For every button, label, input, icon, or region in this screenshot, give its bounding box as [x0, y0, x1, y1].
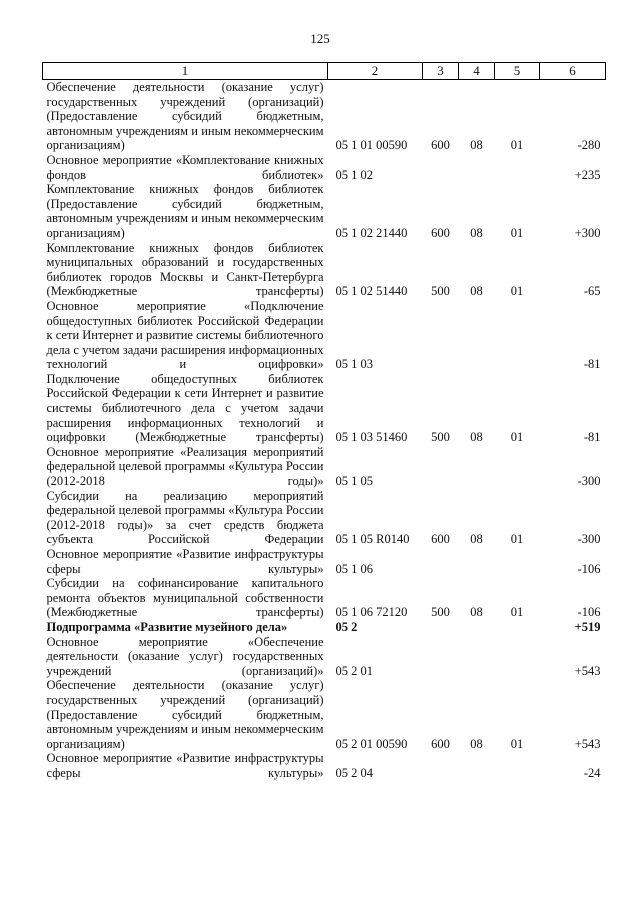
row-description: Субсидии на реализацию мероприятий федеральной целевой программы «Культура России (2012-2018 годы)» за счет средств бюджета субъекта Российской Федерации: [46, 488, 324, 547]
row-amount: -81: [583, 357, 601, 372]
row-section: [459, 635, 495, 679]
row-subsection: 01: [510, 138, 524, 153]
row-description: Основное мероприятие «Развитие инфраструктуры сферы культуры»: [46, 547, 324, 576]
row-code: 05 1 02 51440: [335, 284, 408, 299]
row-expense-type: [423, 620, 459, 635]
table-row: [43, 241, 606, 299]
row-subsection: 01: [510, 430, 524, 445]
row-code: 05 1 03 51460: [335, 430, 408, 445]
row-amount: +300: [574, 225, 601, 240]
table-header-row: [43, 63, 606, 80]
row-section: 08: [470, 225, 483, 240]
row-subsection: [495, 635, 540, 679]
row-description: Обеспечение деятельности (оказание услуг) государственных учреждений (организаций) (Предоставление субсидий бюджетным, автономным учреждениям и иным некоммерческим организациям): [46, 678, 324, 751]
row-amount: -106: [577, 605, 601, 620]
table-row: [43, 620, 606, 635]
table-row: [43, 751, 606, 780]
row-description: Основное мероприятие «Реализация мероприятий федеральной целевой программы «Культура России (2012-2018 годы)»: [46, 444, 324, 489]
table-row: [43, 547, 606, 576]
row-section: 08: [470, 605, 483, 620]
row-code: 05 1 03: [335, 357, 373, 372]
row-section: 08: [470, 138, 483, 153]
row-description: Подпрограмма «Развитие музейного дела»: [46, 619, 288, 634]
row-code: 05 1 01 00590: [335, 138, 408, 153]
row-amount: +235: [574, 167, 601, 182]
row-amount: -81: [583, 430, 601, 445]
row-description: Подключение общедоступных библиотек Российской Федерации к сети Интернет и развитие системы библиотечного дела с учетом задачи расширения информационных технологий и оцифровки (Межбюджетные трансферты): [46, 371, 324, 445]
row-amount: -300: [577, 532, 601, 547]
column-header: 4: [459, 63, 495, 80]
row-expense-type: [423, 547, 459, 576]
row-code: 05 1 02: [335, 167, 373, 182]
row-expense-type: 600: [431, 225, 450, 240]
row-code: 05 1 05: [335, 474, 373, 489]
row-description: Основное мероприятие «Развитие инфраструктуры сферы культуры»: [46, 751, 324, 780]
row-subsection: 01: [510, 605, 524, 620]
row-description: Основное мероприятие «Комплектование книжных фондов библиотек»: [46, 152, 324, 182]
row-expense-type: [423, 445, 459, 489]
table-row: [43, 372, 606, 445]
table-row: [43, 153, 606, 182]
table-row: [43, 489, 606, 547]
row-code: 05 2 01 00590: [335, 736, 408, 751]
row-amount: +543: [574, 663, 601, 678]
row-subsection: [495, 751, 540, 780]
column-header: 2: [328, 63, 423, 80]
row-code: 05 1 05 R0140: [335, 532, 410, 547]
row-description: Субсидии на софинансирование капитального ремонта объектов муниципальной собственности (Межбюджетные трансферты): [46, 576, 324, 620]
row-subsection: 01: [510, 284, 524, 299]
row-expense-type: 500: [431, 430, 450, 445]
row-amount: +543: [574, 736, 601, 751]
table-row: [43, 678, 606, 751]
table-row: [43, 182, 606, 240]
column-header: 3: [423, 63, 459, 80]
row-description: Комплектование книжных фондов библиотек муниципальных образований и государственных библиотек городов Москвы и Санкт-Петербурга (Межбюджетные трансферты): [46, 240, 324, 299]
row-amount: -280: [577, 138, 601, 153]
row-amount: +519: [574, 619, 601, 634]
row-section: 08: [470, 430, 483, 445]
row-section: [459, 547, 495, 576]
row-amount: -65: [583, 284, 601, 299]
row-section: 08: [470, 532, 483, 547]
column-header: 1: [43, 63, 328, 80]
row-subsection: [495, 445, 540, 489]
row-section: [459, 751, 495, 780]
row-subsection: [495, 299, 540, 372]
row-section: 08: [470, 736, 483, 751]
row-code: 05 2: [335, 619, 358, 634]
row-subsection: 01: [510, 736, 524, 751]
row-amount: -24: [583, 765, 601, 780]
table-row: [43, 80, 606, 153]
row-description: Основное мероприятие «Подключение общедоступных библиотек Российской Федерации к сети Интернет и развитие системы библиотечного дела с учетом задачи расширения информационных технологий и оцифровки»: [46, 298, 324, 372]
row-section: [459, 299, 495, 372]
row-subsection: [495, 153, 540, 182]
row-expense-type: 500: [431, 605, 450, 620]
page-number: 125: [310, 31, 330, 46]
column-header: 5: [495, 63, 540, 80]
row-expense-type: [423, 299, 459, 372]
row-description: Обеспечение деятельности (оказание услуг) государственных учреждений (организаций) (Предоставление субсидий бюджетным, автономным учреждениям и иным некоммерческим организациям): [46, 80, 324, 153]
row-description: Комплектование книжных фондов библиотек (Предоставление субсидий бюджетным, автономным учреждениям и иным некоммерческим организациям): [46, 182, 324, 240]
row-expense-type: 600: [431, 736, 450, 751]
row-section: 08: [470, 284, 483, 299]
row-expense-type: 600: [431, 138, 450, 153]
table-row: [43, 576, 606, 620]
row-section: [459, 153, 495, 182]
row-code: 05 1 06: [335, 561, 373, 576]
budget-table: [42, 62, 606, 781]
row-subsection: [495, 620, 540, 635]
row-subsection: 01: [510, 225, 524, 240]
row-code: 05 1 06 72120: [335, 605, 408, 620]
table-row: [43, 445, 606, 489]
row-amount: -106: [577, 561, 601, 576]
row-expense-type: [423, 635, 459, 679]
row-amount: -300: [577, 474, 601, 489]
row-expense-type: [423, 751, 459, 780]
row-description: Основное мероприятие «Обеспечение деятельности (оказание услуг) государственных учреждений (организаций)»: [46, 634, 324, 678]
row-expense-type: 600: [431, 532, 450, 547]
table-row: [43, 635, 606, 679]
row-section: [459, 620, 495, 635]
row-subsection: 01: [510, 532, 524, 547]
table-row: [43, 299, 606, 372]
row-code: 05 2 04: [335, 765, 373, 780]
column-header: 6: [540, 63, 606, 80]
row-code: 05 2 01: [335, 663, 373, 678]
row-code: 05 1 02 21440: [335, 225, 408, 240]
row-section: [459, 445, 495, 489]
row-expense-type: [423, 153, 459, 182]
row-subsection: [495, 547, 540, 576]
row-expense-type: 500: [431, 284, 450, 299]
